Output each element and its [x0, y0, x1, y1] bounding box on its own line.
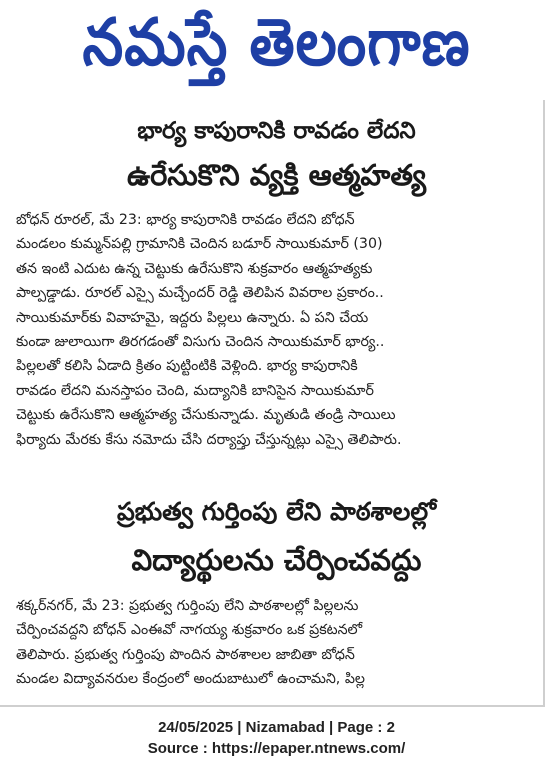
article2-body: [16, 594, 531, 692]
source-link[interactable]: Source : https://epaper.ntnews.com/: [147, 740, 406, 757]
article1-line: రావడం లేదని మనస్తాపం చెంది, మద్యానికి బానిసైన సాయికుమార్: [16, 382, 374, 399]
article2-line: చేర్పించవద్దని బోధన్ ఎంఈవో నాగయ్య శుక్రవారం ఒక ప్రకటనలో: [16, 622, 363, 639]
masthead: [0, 0, 553, 100]
article1-line: పిల్లలతో కలిసి ఏడాది క్రితం పుట్టింటికి వెళ్లింది. భార్య కాపురానికి: [16, 358, 358, 375]
article2-line: శక్కర్‌నగర్, మే 23: ప్రభుత్వ గుర్తింపు లేని పాఠశాలల్లో పిల్లలను: [16, 598, 359, 614]
article2-headline: విద్యార్థులను చేర్పించవద్దు: [131, 543, 422, 577]
article1-line: ఫిర్యాదు మేరకు కేసు నమోదు చేసి దర్యాప్తు చేస్తున్నట్లు ఎస్సై తెలిపారు.: [16, 431, 402, 448]
edition-info: 24/05/2025 | Nizamabad | Page : 2: [158, 719, 395, 736]
newspaper-logo: నమస్తే తెలంగాణ: [82, 3, 471, 80]
article1-headline: ఉరేసుకొని వ్యక్తి ఆత్మహత్య: [126, 158, 427, 192]
footer: [0, 717, 553, 759]
article1-kicker: భార్య కాపురానికి రావడం లేదని: [137, 118, 416, 144]
article2-line: మండల విద్యావనరుల కేంద్రంలో అందుబాటులో ఉంచామని, పిల్ల: [16, 671, 365, 688]
article1-line: బోధన్ రూరల్, మే 23: భార్య కాపురానికి రావడం లేదని బోధన్: [16, 212, 355, 228]
article1-line: పాల్పడ్డాడు. రూరల్ ఎస్సై మచ్చేందర్ రెడ్డి తెలిపిన వివరాల ప్రకారం..: [16, 285, 384, 302]
article1-line: చెట్టుకు ఉరేసుకొని ఆత్మహత్య చేసుకున్నాడు. మృతుడి తండ్రి సాయిలు: [16, 407, 396, 424]
article1-line: మండలం కుమ్మన్‌పల్లి గ్రామానికి చెందిన బడూర్ సాయికుమార్ (30): [16, 236, 383, 253]
article2-kicker: ప్రభుత్వ గుర్తింపు లేని పాఠశాలల్లో: [116, 497, 437, 526]
article1-line: తన ఇంటి ఎదుట ఉన్న చెట్టుకు ఉరేసుకొని శుక్రవారం ఆత్మహత్యకు: [16, 260, 373, 277]
article1-line: సాయికుమార్‌కు వివాహమై, ఇద్దరు పిల్లలు ఉన్నారు. ఏ పని చేయ: [16, 309, 369, 326]
article1-body: [16, 208, 531, 452]
article2-line: తెలిపారు. ప్రభుత్వ గుర్తింపు పొందిన పాఠశాలల జాబితా బోధన్: [16, 646, 355, 663]
article1-line: కుండా జులాయిగా తిరగడంతో విసుగు చెందిన సాయికుమార్ భార్య..: [16, 334, 385, 351]
